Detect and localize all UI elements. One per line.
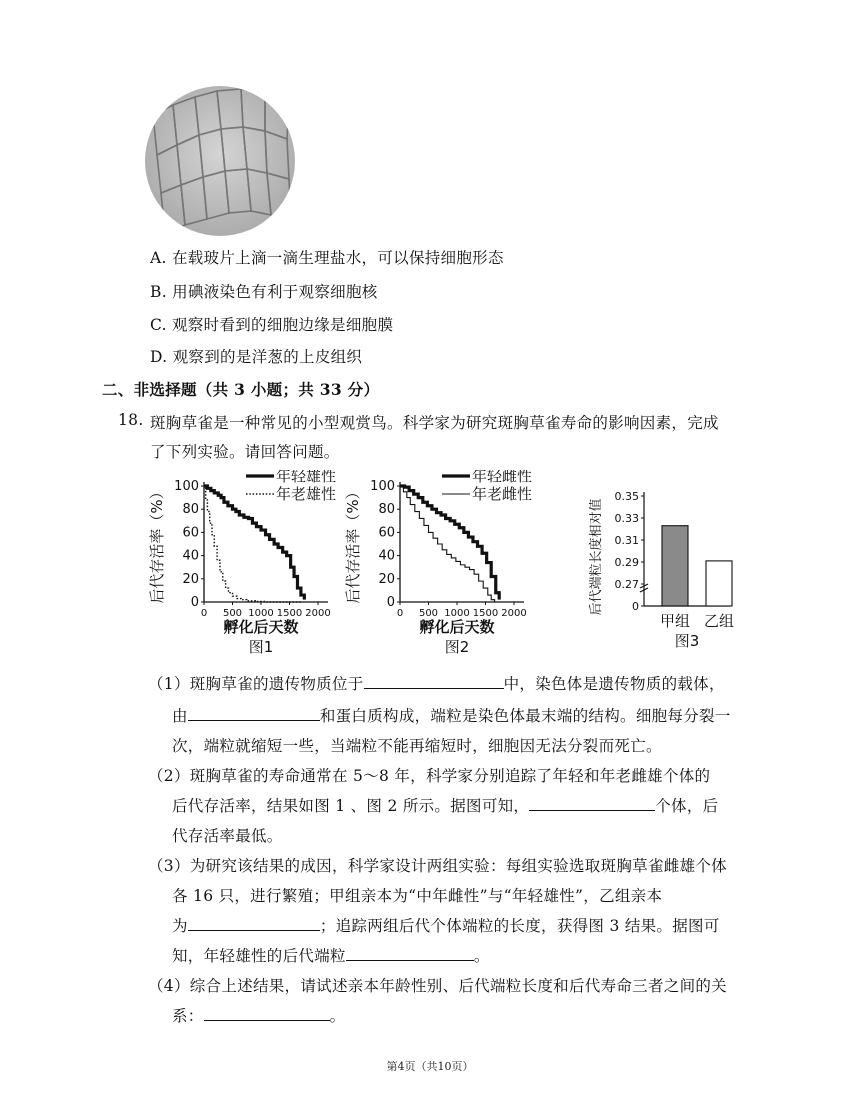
part1-text-d: 和蛋白质构成，端粒是染色体最末端的结构。细胞每分裂一 bbox=[319, 707, 731, 725]
answer-blank-4[interactable] bbox=[188, 915, 320, 931]
part1-text-a: （1）斑胸草雀的遗传物质位于 bbox=[148, 675, 364, 693]
part3-line2: 各 16 只，进行繁殖；甲组亲本为“中年雌性”与“年轻雄性”，乙组亲本 bbox=[172, 887, 663, 905]
part1-line3: 次，端粒就缩短一些，当端粒不能再缩短时，细胞因无法分裂而死亡。 bbox=[172, 737, 662, 755]
part3-text-d: ；追踪两组后代个体端粒的长度，获得图 3 结果。据图可 bbox=[319, 917, 720, 935]
question-number: 18. bbox=[118, 411, 144, 429]
answer-blank-5[interactable] bbox=[346, 945, 474, 961]
part3-line4 bbox=[172, 944, 490, 966]
y-axis-label: 后代存活率（%） bbox=[148, 484, 166, 604]
legend-label-2: 年老雄性 bbox=[276, 485, 337, 503]
y-tick-label: 80 bbox=[378, 502, 395, 518]
part4-line1: （4）综合上述结果，请试述亲本年龄性别、后代端粒长度和后代寿命三者之间的关 bbox=[148, 977, 727, 995]
x-tick-label: 2000 bbox=[501, 608, 527, 619]
answer-blank-6[interactable] bbox=[204, 1005, 330, 1021]
y-tick-label: 0.29 bbox=[614, 556, 639, 569]
part2-line1: （2）斑胸草雀的寿命通常在 5～8 年，科学家分别追踪了年轻和年老雌雄个体的 bbox=[148, 767, 711, 785]
page-footer: 第4页（共10页） bbox=[386, 1060, 474, 1073]
y-tick-label: 60 bbox=[378, 525, 395, 541]
question-stem-line2: 了下列实验。请回答问题。 bbox=[150, 443, 340, 461]
part1-line2 bbox=[172, 704, 731, 726]
category-label-2: 乙组 bbox=[703, 612, 735, 630]
x-axis-label: 孵化后天数 bbox=[223, 618, 299, 636]
y-axis-label: 后代存活率（%） bbox=[344, 484, 362, 604]
y-tick-label: 0.27 bbox=[614, 578, 639, 591]
x-tick-label: 1500 bbox=[472, 608, 499, 619]
y-tick-label: 0 bbox=[190, 595, 199, 610]
x-tick-label: 1000 bbox=[248, 608, 274, 619]
series-line-2 bbox=[204, 486, 301, 602]
x-tick-label: 500 bbox=[418, 608, 439, 619]
part4-text-b: 系： bbox=[172, 1007, 204, 1025]
part3-text-e: 知，年轻雄性的后代端粒 bbox=[172, 947, 346, 965]
x-tick-label: 1000 bbox=[444, 608, 470, 619]
part3-text-f: 。 bbox=[473, 947, 490, 965]
x-tick-label: 0 bbox=[200, 608, 208, 619]
y-tick-label: 0 bbox=[386, 595, 395, 610]
y-tick-label: 100 bbox=[370, 479, 395, 494]
y-tick-label: 60 bbox=[182, 525, 199, 541]
bar-1 bbox=[662, 526, 688, 606]
chart-figure-1 bbox=[148, 470, 336, 656]
option-c: C. 观察时看到的细胞边缘是细胞膜 bbox=[150, 316, 394, 334]
y-tick-label: 20 bbox=[182, 571, 199, 587]
series-line-2 bbox=[400, 486, 495, 602]
part1-text-b: 中，染色体是遗传物质的载体， bbox=[503, 675, 725, 693]
series-line-1 bbox=[400, 486, 499, 600]
y-tick-label: 0.35 bbox=[614, 490, 639, 503]
section-heading: 二、非选择题（共 3 小题；共 33 分） bbox=[102, 380, 380, 399]
y-tick-label: 20 bbox=[378, 571, 395, 587]
y-tick-label: 0.31 bbox=[614, 534, 639, 547]
answer-blank-3[interactable] bbox=[529, 795, 655, 811]
option-d: D. 观察到的是洋葱的上皮组织 bbox=[150, 348, 363, 366]
y-tick-label: 80 bbox=[182, 502, 199, 518]
x-tick-label: 2000 bbox=[305, 608, 331, 619]
chart-caption: 图2 bbox=[444, 638, 470, 656]
series-line-1 bbox=[204, 486, 304, 600]
y-axis-label: 后代端粒长度相对值 bbox=[589, 498, 604, 616]
option-b: B. 用碘液染色有利于观察细胞核 bbox=[150, 283, 378, 301]
part2-line2 bbox=[172, 794, 718, 816]
y-tick-label: 100 bbox=[174, 479, 199, 494]
answer-blank-2[interactable] bbox=[188, 705, 320, 721]
x-tick-label: 1500 bbox=[276, 608, 303, 619]
chart-figure-2 bbox=[344, 470, 532, 656]
legend-label-1: 年轻雌性 bbox=[472, 470, 533, 485]
chart-caption: 图1 bbox=[248, 638, 274, 656]
bar-2 bbox=[706, 561, 732, 606]
chart-caption: 图3 bbox=[674, 632, 700, 650]
x-axis-label: 孵化后天数 bbox=[419, 618, 495, 636]
option-a: A. 在载玻片上滴一滴生理盐水，可以保持细胞形态 bbox=[150, 249, 504, 267]
part2-text-c: 个体，后 bbox=[655, 797, 719, 815]
part1-line1 bbox=[148, 672, 725, 694]
chart-figure-3 bbox=[588, 490, 734, 650]
microscope-image bbox=[143, 85, 297, 237]
part3-line1: （3）为研究该结果的成因，科学家设计两组实验：每组实验选取斑胸草雀雌雄个体 bbox=[148, 857, 727, 875]
part2-line3: 代存活率最低。 bbox=[172, 827, 283, 845]
category-label-1: 甲组 bbox=[659, 612, 691, 630]
y-tick-label: 0.33 bbox=[614, 512, 639, 525]
part3-line3 bbox=[172, 914, 720, 936]
part4-line2 bbox=[172, 1004, 345, 1026]
part2-text-b: 后代存活率，结果如图 1 、图 2 所示。据图可知， bbox=[172, 797, 530, 815]
x-tick-label: 0 bbox=[396, 608, 404, 619]
part1-text-c: 由 bbox=[172, 707, 188, 725]
y-tick-label: 40 bbox=[378, 548, 395, 564]
part4-text-c: 。 bbox=[329, 1007, 346, 1025]
legend-label-1: 年轻雄性 bbox=[276, 470, 337, 485]
part3-text-c: 为 bbox=[172, 917, 188, 935]
y-tick-label: 0 bbox=[632, 600, 639, 613]
figure-charts bbox=[140, 470, 760, 660]
y-tick-label: 40 bbox=[182, 548, 199, 564]
x-tick-label: 500 bbox=[222, 608, 243, 619]
legend-label-2: 年老雌性 bbox=[472, 485, 533, 503]
answer-blank-1[interactable] bbox=[364, 673, 504, 689]
question-stem-line1: 斑胸草雀是一种常见的小型观赏鸟。科学家为研究斑胸草雀寿命的影响因素，完成 bbox=[150, 414, 719, 432]
